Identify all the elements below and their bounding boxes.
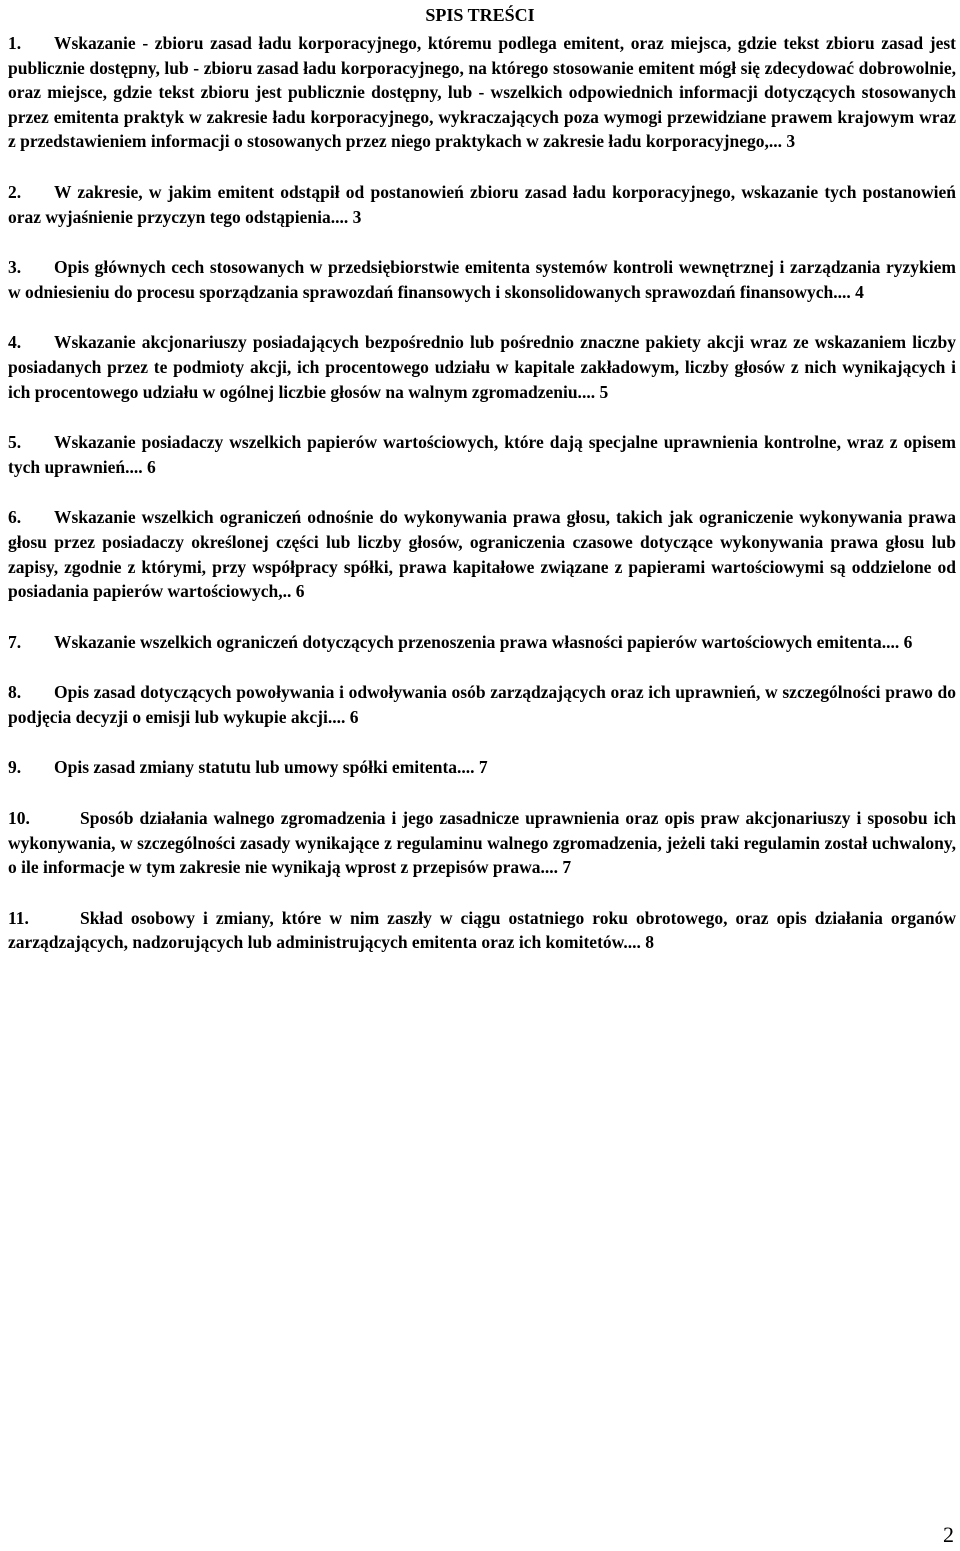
toc-entry-page: ... 5 bbox=[581, 381, 609, 402]
toc-entry-text: Opis głównych cech stosowanych w przedsiębiorstwie emitenta systemów kontroli wewnętrznej i zarządzania ryzykiem w odniesieniu do procesu sporządzania sprawozdań finansowych i skonsolidowanych sprawozdań finansowych. bbox=[8, 257, 956, 302]
toc-entry-number: 6. bbox=[8, 507, 22, 528]
toc-entry-text: Opis zasad dotyczących powoływania i odwoływania osób zarządzających oraz ich uprawnień, w szczególności prawo do podjęcia decyzji o emisji lub wykupie akcji. bbox=[8, 682, 956, 727]
toc-entry-4[interactable] bbox=[8, 330, 956, 404]
toc-entry-text: Opis zasad zmiany statutu lub umowy spółki emitenta. bbox=[54, 757, 462, 778]
toc-entry-page: ... 7 bbox=[461, 757, 488, 778]
toc-entry-page: .. 6 bbox=[282, 581, 305, 602]
toc-entry-7[interactable] bbox=[8, 630, 956, 655]
toc-entry-text: Wskazanie akcjonariuszy posiadających bezpośrednio lub pośrednio znaczne pakiety akcji wraz ze wskazaniem liczby posiadanych przez te podmioty akcji, ich procentowego udziału w kapitale zakładowym, liczby głosów z nich wynikających i ich procentowego udziału w ogólnej liczbie głosów na walnym zgromadzeniu. bbox=[8, 332, 956, 402]
toc-entry-11[interactable] bbox=[8, 906, 956, 955]
toc-entry-text: Sposób działania walnego zgromadzenia i jego zasadnicze uprawnienia oraz opis praw akcjonariuszy i sposobu ich wykonywania, w szczególności zasady wynikające z regulaminu walnego zgromadzenia, jeżeli taki regulamin został uchwalony, o ile informacje w tym zakresie nie wynikają wprost z przepisów prawa. bbox=[8, 808, 956, 878]
toc-entry-text: Skład osobowy i zmiany, które w nim zaszły w ciągu ostatniego roku obrotowego, oraz opis działania organów zarządzających, nadzorujących lub administrujących emitenta oraz ich komitetów. bbox=[8, 907, 956, 953]
toc-entry-10[interactable] bbox=[8, 806, 956, 880]
toc-entry-text: W zakresie, w jakim emitent odstąpił od postanowień zbioru zasad ładu korporacyjnego, wskazanie tych postanowień oraz wyjaśnienie przyczyn tego odstąpienia. bbox=[8, 181, 956, 227]
toc-entry-page: ... 6 bbox=[129, 456, 156, 477]
toc-entry-number: 2. bbox=[8, 181, 22, 202]
toc-entry-5[interactable] bbox=[8, 430, 956, 479]
toc-entry-page: ... 3 bbox=[768, 131, 796, 152]
toc-entry-9[interactable] bbox=[8, 755, 956, 780]
toc-entry-page: ... 4 bbox=[837, 281, 864, 302]
toc-entry-number: 8. bbox=[8, 682, 22, 703]
toc-entry-number: 9. bbox=[8, 757, 22, 778]
table-of-contents bbox=[8, 31, 956, 981]
toc-entry-3[interactable] bbox=[8, 255, 956, 304]
toc-entry-number: 4. bbox=[8, 332, 22, 353]
toc-entry-number: 11. bbox=[8, 907, 29, 928]
toc-entry-text: Wskazanie posiadaczy wszelkich papierów wartościowych, które dają specjalne uprawnienia kontrolne, wraz z opisem tych uprawnień. bbox=[8, 432, 956, 477]
toc-entry-page: ... 3 bbox=[335, 206, 362, 227]
toc-entry-page: ... 6 bbox=[886, 631, 913, 652]
toc-entry-number: 7. bbox=[8, 631, 22, 652]
toc-entry-number: 1. bbox=[8, 33, 22, 53]
toc-entry-text: Wskazanie wszelkich ograniczeń dotyczących przenoszenia prawa własności papierów wartościowych emitenta. bbox=[54, 631, 887, 652]
toc-entry-6[interactable] bbox=[8, 505, 956, 603]
toc-entry-page: ... 8 bbox=[627, 932, 654, 953]
toc-entry-page: ... 6 bbox=[332, 706, 359, 727]
toc-entry-number: 3. bbox=[8, 257, 22, 278]
toc-entry-page: ... 7 bbox=[544, 857, 572, 878]
toc-entry-8[interactable] bbox=[8, 680, 956, 729]
toc-entry-number: 5. bbox=[8, 432, 22, 453]
toc-entry-2[interactable] bbox=[8, 180, 956, 229]
toc-entry-number: 10. bbox=[8, 808, 30, 829]
toc-entry-text: Wskazanie wszelkich ograniczeń odnośnie do wykonywania prawa głosu, takich jak ograniczenie wykonywania prawa głosu przez posiadaczy określonej części lub liczby głosów, ograniczenia czasowe dotyczące wykonywania prawa głosu lub zapisy, zgodnie z którymi, przy współpracy spółki, prawa kapitałowe związane z papierami wartościowymi są oddzielone od posiadania papierów wartościowych, bbox=[8, 507, 956, 602]
toc-entry-1[interactable] bbox=[8, 31, 956, 154]
toc-entry-text: Wskazanie - zbioru zasad ładu korporacyjnego, któremu podlega emitent, oraz miejsca, gdzie tekst zbioru zasad jest publicznie dostępny, lub - zbioru zasad ładu korporacyjnego, na którego stosowanie emitent mógł się zdecydować dobrowolnie, oraz miejsce, gdzie tekst zbioru jest publicznie dostępny, lub - wszelkich odpowiednich informacji dotyczących stosowanych przez emitenta praktyk w zakresie ładu korporacyjnego, wykraczających poza wymogi przewidziane prawem krajowym wraz z przedstawieniem informacji o stosowanych przez niego praktykach w zakresie ładu korporacyjnego, bbox=[8, 33, 956, 152]
page-title: SPIS TREŚCI bbox=[425, 5, 535, 25]
page-number: 2 bbox=[943, 1522, 954, 1547]
